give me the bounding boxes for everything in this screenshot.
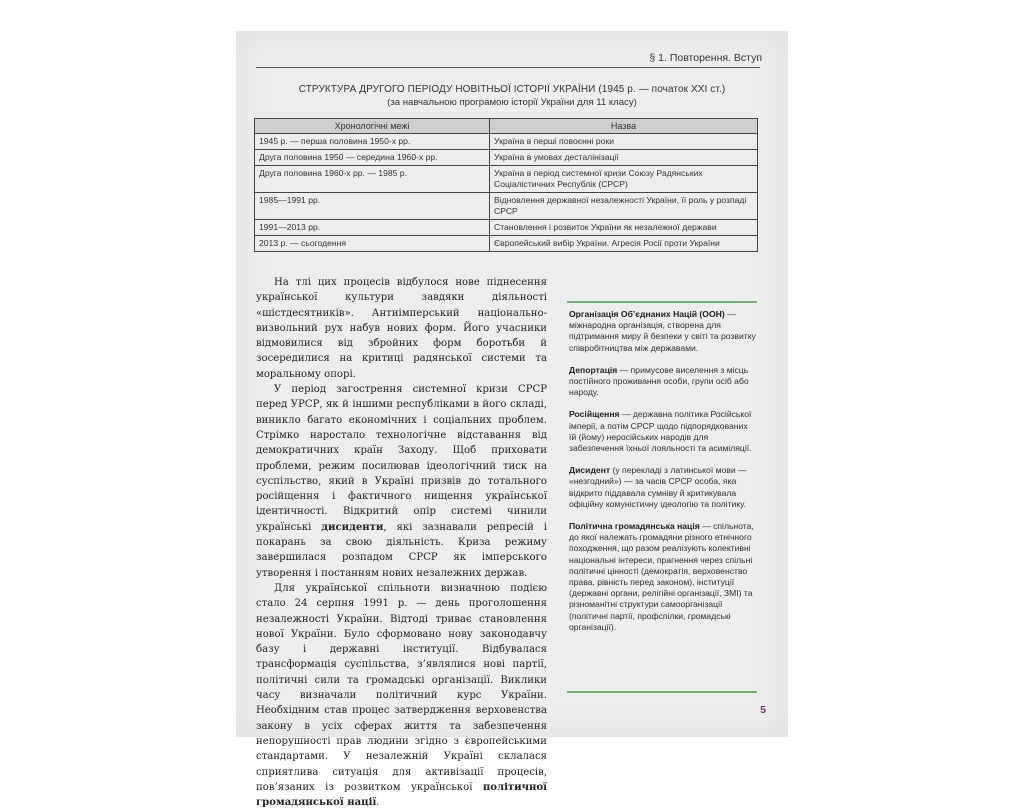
textbook-page	[236, 31, 788, 809]
glossary-term: Російщення	[569, 409, 620, 420]
paragraph: На тлі цих процесів відбулося нове піднесення української культури завдяки діяльності «шістдесятників». Антиімперський національно-визвольний рух набув нових форм. Його учасники відмовилися від збройних форм боротьби й зосередилися на критиці радянської системи та моральному опорі.	[256, 277, 547, 380]
period-cell: Друга половина 1950 — середина 1960-х рр.	[255, 150, 490, 166]
table-row	[255, 134, 758, 150]
table-header-cell: Хронологічні межі	[255, 119, 490, 134]
glossary-entry	[567, 365, 757, 399]
key-term: дисиденти	[321, 521, 384, 533]
section-header: § 1. Повторення. Вступ	[649, 52, 762, 64]
period-cell: Друга половина 1960-х рр. — 1985 р.	[255, 166, 490, 193]
main-text-column	[256, 275, 547, 810]
glossary-definition: — примусове виселення з місць постійного проживання особи, групи осіб або народу.	[569, 364, 749, 398]
glossary-definition: — міжнародна організація, створена для підтримання миру й безпеки у світі та розвитку співробітництва між державами.	[569, 309, 756, 353]
name-cell: Україна в період системної кризи Союзу Радянських Соціалістичних Республік (СРСР)	[490, 166, 758, 193]
table-row	[255, 150, 758, 166]
glossary-entry	[567, 409, 757, 454]
key-term: політичної громадянської нації	[256, 781, 547, 809]
glossary-term: Організація Об’єднаних Націй (ООН)	[569, 309, 725, 319]
paragraph-text: , які зазнавали репресій і покарань за свою діяльність. Криза режиму завершилася розпадом СРСР як імперського утворення і постанням нових незалежних держав.	[256, 521, 548, 579]
glossary-term: Дисидент	[569, 465, 611, 476]
name-cell: Україна в перші повоєнні роки	[490, 134, 758, 150]
period-cell: 1985—1991 рр.	[255, 193, 490, 220]
paragraph-text: Для української спільноти визначною подією стало 24 серпня 1991 р. — день проголошення незалежності України. Відтоді триває становлення нової України. Було сформовано нову законодавчу базу і державні інституції. Відбувалася трансформація суспільства, з’являлися нові партії, політичні сили та громадські організації. Виклики часу визначали політичний курс України. Необхідним став процес затвердження верховенства закону в усіх сферах життя та забезпечення непорушності прав людини згідно з європейськими стандартами. У незалежній Україні склалася сприятлива ситуація для активізації процесів, пов’язаних із розвитком української	[256, 582, 547, 793]
glossary-entry	[567, 309, 757, 354]
period-cell: 1991—2013 рр.	[255, 220, 490, 236]
name-cell: Європейський вибір України. Агресія Росії проти України	[490, 236, 758, 252]
table-row	[255, 236, 758, 252]
page-number: 5	[760, 704, 766, 716]
table-row	[255, 220, 758, 236]
table-row	[255, 166, 758, 193]
name-cell: Україна в умовах десталінізації	[490, 150, 758, 166]
glossary-definition: (у перекладі з латинської мови — «незгодний») — за часів СРСР особа, яка відкрито піддавала сумніву й критикувала офіційну комуністичну ідеологію та політику.	[569, 465, 747, 509]
table-title: СТРУКТУРА ДРУГОГО ПЕРІОДУ НОВІТНЬОЇ ІСТОРІЇ УКРАЇНИ (1945 р. — початок ХХІ ст.)	[298, 84, 726, 95]
paragraph	[256, 581, 547, 810]
glossary-sidebar	[567, 299, 757, 644]
table-subtitle: (за навчальною програмою історії України для 11 класу)	[387, 97, 637, 108]
paragraph-text: .	[376, 797, 380, 809]
period-cell: 2013 р. — сьогодення	[255, 236, 490, 252]
glossary-bottom-rule	[567, 691, 757, 693]
table-row	[255, 193, 758, 220]
glossary-term: Політична громадянська нація	[569, 521, 700, 532]
glossary-entry	[567, 465, 757, 510]
table-header-cell: Назва	[490, 119, 758, 134]
glossary-term: Депортація	[569, 364, 618, 375]
glossary-definition: — спільнота, до якої належать громадяни різного етнічного походження, що разом реалізують колективні національні інтереси, прагнення через спільні політичні цінності (демократія, верховенство права, рівність перед законом), інституції (державні органи, релігійні організації, ЗМІ) та різноманітні структури самоорганізації (політичні партії, профспілки, громадські організації).	[569, 521, 754, 632]
paragraph	[256, 382, 547, 581]
glossary-entry	[567, 521, 757, 633]
paragraph-text: У період загострення системної кризи СРСР перед УРСР, як й іншими республіками в його складі, виникло багато економічних і соціальних проблем. Стрімко наростало технологічне відставання від демократичних країн Заходу. Щоб приховати проблеми, режим посилював ідеологічний тиск на суспільство, який в Україні призвів до тотального російщення і фактичного нищення української ідентичності. Відкритий опір системі чинили українські	[256, 384, 547, 533]
name-cell: Становлення і розвиток України як незалежної держави	[490, 220, 758, 236]
period-cell: 1945 р. — перша половина 1950-х рр.	[255, 134, 490, 150]
header-divider	[256, 67, 760, 68]
glossary-definition: — державна політика Російської імперії, а потім СРСР щодо підпорядкованих їй (йому) неросійських народів для забезпечення їхньої лояльності та асиміляції.	[569, 409, 752, 454]
chronology-table	[254, 118, 758, 252]
table-header-row	[255, 119, 758, 134]
name-cell: Відновлення державної незалежності України, її роль у розпаді СРСР	[490, 193, 758, 220]
